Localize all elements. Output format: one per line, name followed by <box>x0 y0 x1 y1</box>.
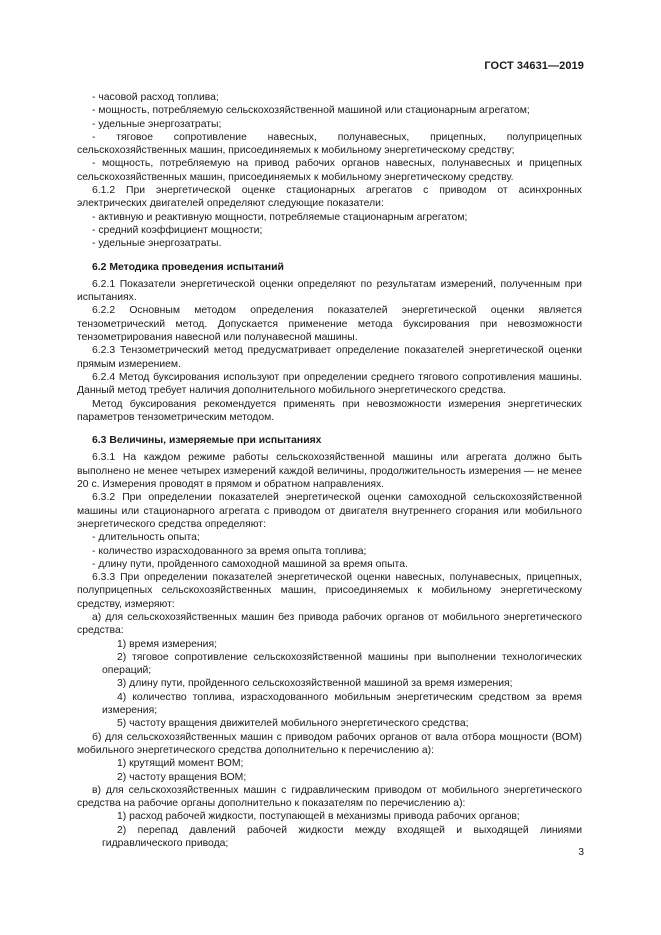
page-number: 3 <box>578 847 584 858</box>
list-item: 4) количество топлива, израсходованного мобильным энергетическим средством за время измерения; <box>102 691 582 717</box>
list-item: - удельные энергозатраты; <box>92 118 222 130</box>
list-item: - мощность, потребляемую на привод рабочих органов навесных, полунавесных и прицепных сельскохозяйственных машин, присоединяемых к мобильному энергетическому средству. <box>77 158 582 183</box>
section-heading: 6.2 Методика проведения испытаний <box>92 261 284 273</box>
paragraph: 6.3.1 На каждом режиме работы сельскохозяйственной машины или агрегата должно быть выполнено не менее четырех измерений каждой величины, продолжительность измерения — не менее 20 с. Измерения проводят в прямом и обратном направлениях. <box>77 452 582 491</box>
list-item: - длину пути, пройденного самоходной машиной за время опыта. <box>92 558 408 570</box>
list-item: 3) длину пути, пройденного сельскохозяйственной машиной за время измерения; <box>117 678 513 690</box>
document-code: ГОСТ 34631—2019 <box>484 60 584 72</box>
list-item: б) для сельскохозяйственных машин с приводом рабочих органов от вала отбора мощности (ВОМ) мобильного энергетического средства дополнительно к перечислению а): <box>77 731 582 756</box>
document-body <box>77 91 582 850</box>
list-item: 2) тяговое сопротивление сельскохозяйственной машины при выполнении технологических операций; <box>102 651 582 677</box>
paragraph: 6.1.2 При энергетической оценке стационарных агрегатов с приводом от асинхронных электрических двигателей определяют следующие показатели: <box>77 185 582 210</box>
list-item: 1) крутящий момент ВОМ; <box>117 758 244 770</box>
list-item: в) для сельскохозяйственных машин с гидравлическим приводом от мобильного энергетического средства на рабочие органы дополнительно к показателям по перечислению а): <box>77 784 582 810</box>
paragraph: 6.3.2 При определении показателей энергетической оценки самоходной сельскохозяйственной машины или стационарного агрегата с приводом от двигателя внутреннего сгорания или мобильного энергетического средства определяют: <box>77 492 582 530</box>
paragraph: 6.3.3 При определении показателей энергетической оценки навесных, полунавесных, прицепных, полуприцепных сельскохозяйственных машин, присоединяемых к мобильному энергетическому средству, измеряют: <box>77 572 582 610</box>
list-item: - количество израсходованного за время опыта топлива; <box>92 545 367 557</box>
section-heading: 6.3 Величины, измеряемые при испытаниях <box>92 435 322 447</box>
list-item: - удельные энергозатраты. <box>92 238 222 250</box>
paragraph: 6.2.2 Основным методом определения показателей энергетической оценки является тензометрический метод. Допускается применение метода буксирования при невозможности тензометрирования навесной или полунавесной машины. <box>77 305 582 344</box>
list-item: - средний коэффициент мощности; <box>92 224 263 236</box>
list-item: 5) частоту вращения движителей мобильного энергетического средства; <box>117 718 469 730</box>
list-item: - часовой расход топлива; <box>92 92 219 103</box>
list-item: 2) частоту вращения ВОМ; <box>117 771 247 783</box>
paragraph: Метод буксирования рекомендуется применять при невозможности измерения энергетических параметров тензометрическим методом. <box>77 398 582 423</box>
list-item: - активную и реактивную мощности, потребляемые стационарным агрегатом; <box>92 211 468 223</box>
list-item: - тяговое сопротивление навесных, полунавесных, прицепных, полуприцепных сельскохозяйственных машин, присоединяемых к мобильному энергетическому средству; <box>77 131 582 157</box>
list-item: - мощность, потребляемую сельскохозяйственной машиной или стационарным агрегатом; <box>92 105 530 117</box>
list-item: 1) расход рабочей жидкости, поступающей в механизмы привода рабочих органов; <box>117 811 520 823</box>
paragraph: 6.2.3 Тензометрический метод предусматривает определение показателей энергетической оценки прямым измерением. <box>77 345 582 370</box>
paragraph: 6.2.4 Метод буксирования используют при определении среднего тягового сопротивления машины. Данный метод требует наличия дополнительного мобильного энергетического средства. <box>77 371 582 397</box>
list-item: 1) время измерения; <box>117 638 217 650</box>
list-item: - длительность опыта; <box>92 532 200 544</box>
list-item: а) для сельскохозяйственных машин без привода рабочих органов от мобильного энергетического средства: <box>77 611 582 637</box>
list-item: 2) перепад давлений рабочей жидкости между входящей и выходящей линиями гидравлического привода; <box>102 824 582 850</box>
paragraph: 6.2.1 Показатели энергетической оценки определяют по результатам измерений, полученным при испытаниях. <box>77 278 582 304</box>
